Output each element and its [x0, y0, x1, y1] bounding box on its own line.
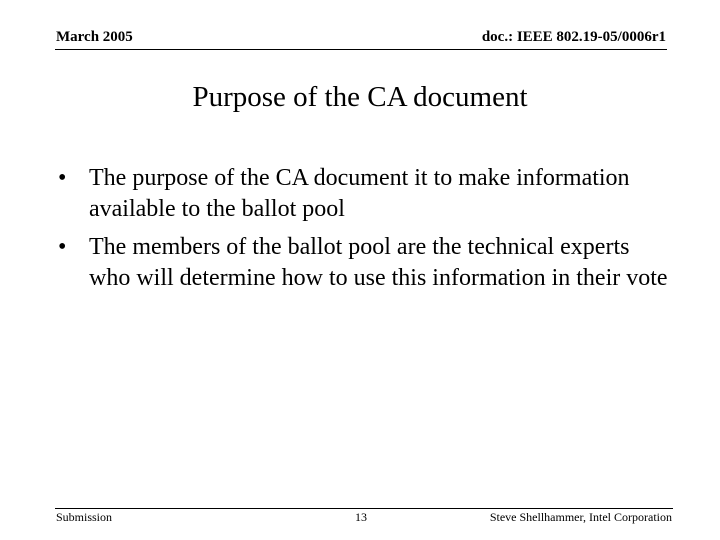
bullet-list [56, 163, 676, 301]
bullet-marker: • [58, 234, 67, 260]
bullet-marker: • [58, 165, 67, 191]
bullet-text: The purpose of the CA document it to make information available to the ballot pool [89, 165, 630, 222]
bullet-item [56, 163, 676, 225]
bullet-item [56, 232, 676, 294]
page-number: 13 [355, 510, 367, 524]
footer-divider [55, 508, 673, 509]
slide-title: Purpose of the CA document [192, 81, 528, 113]
header-doc-id: doc.: IEEE 802.19-05/0006r1 [481, 29, 666, 45]
header-divider [55, 49, 667, 50]
bullet-text: The members of the ballot pool are the technical experts who will determine how to use this information in their vote [89, 234, 668, 291]
footer-author: Steve Shellhammer, Intel Corporation [489, 510, 672, 524]
footer-submission: Submission [56, 510, 113, 524]
header-date: March 2005 [56, 29, 133, 45]
